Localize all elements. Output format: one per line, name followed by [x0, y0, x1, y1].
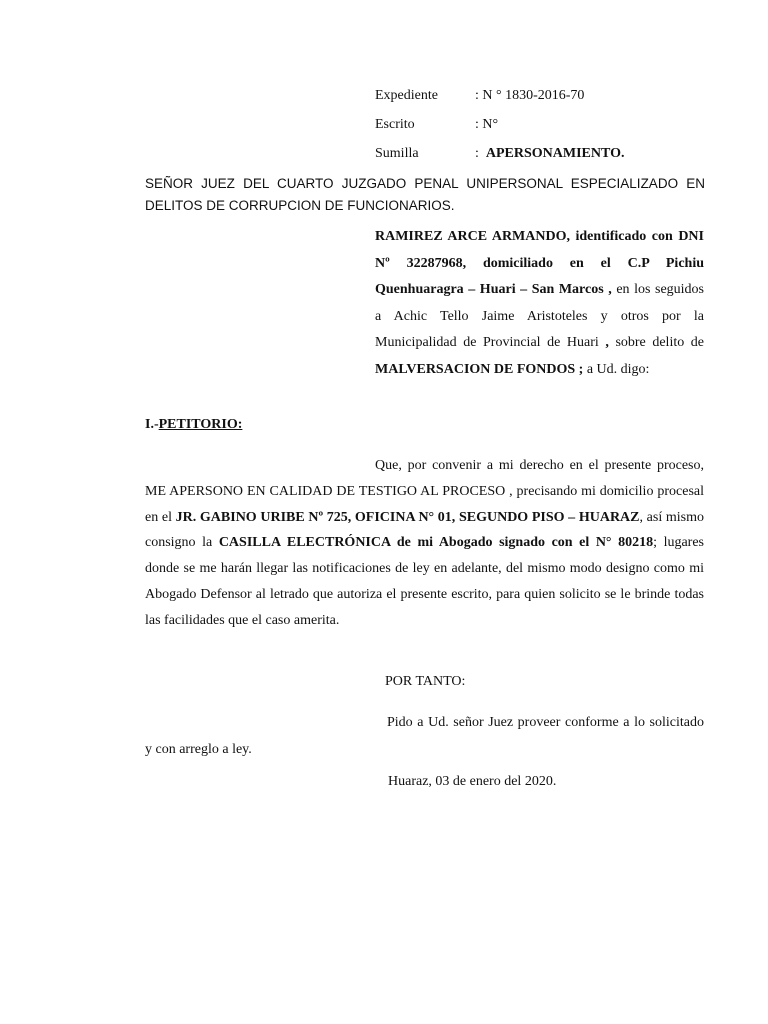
- expediente-line: [375, 87, 584, 105]
- expediente-value: : N ° 1830-2016-70: [475, 88, 585, 103]
- por-tanto: POR TANTO:: [385, 674, 466, 689]
- intro-seguidos: en los seguidos a Achic Tello Jaime Aristoteles y otros por la Municipalidad de Provincial de Huari: [375, 282, 704, 350]
- intro-digo: a Ud. digo:: [583, 361, 650, 377]
- section-heading: [145, 417, 242, 433]
- intro-comma: ,: [598, 335, 609, 350]
- sumilla-line: [375, 145, 624, 163]
- document-date: Huaraz, 03 de enero del 2020.: [388, 774, 557, 789]
- petitorio-text-1: Que, por convenir a mi derecho en el presente proceso, ME APERSONO EN CALIDAD DE TESTIGO AL PROCESO , precisando mi domicilio procesal en el: [145, 458, 704, 525]
- escrito-label: Escrito: [375, 117, 415, 132]
- intro-sobre: sobre delito de: [608, 335, 705, 350]
- intro-delito: MALVERSACION DE FONDOS ;: [375, 361, 584, 377]
- sumilla-value: APERSONAMIENTO.: [485, 146, 625, 161]
- sumilla-colon: :: [475, 146, 479, 161]
- section-prefix: I.-: [145, 417, 159, 432]
- petitorio-paragraph: [145, 453, 704, 634]
- pido-text: Pido a Ud. señor Juez proveer conforme a lo solicitado y con arreglo a ley.: [145, 715, 704, 757]
- petitorio-text-3: ; lugares donde se me harán llegar las notificaciones de ley en adelante, del mismo modo designo como mi Abogado Defensor al letrado que autoriza el presente escrito, para quien solicito se le brinde todas las facilidades que el caso amerita.: [145, 535, 705, 628]
- petitorio-text-2: , así mismo consigno la: [145, 509, 704, 551]
- intro-paragraph: [375, 224, 704, 383]
- escrito-line: [375, 116, 498, 134]
- petitorio-casilla: CASILLA ELECTRÓNICA de mi Abogado signado con el N° 80218: [218, 535, 654, 551]
- escrito-value: : N°: [475, 117, 499, 132]
- expediente-label: Expediente: [375, 88, 438, 103]
- pido-paragraph: [145, 709, 704, 763]
- section-title: PETITORIO:: [158, 417, 243, 432]
- addressee: SEÑOR JUEZ DEL CUARTO JUZGADO PENAL UNIPERSONAL ESPECIALIZADO EN DELITOS DE CORRUPCION DE FUNCIONARIOS.: [145, 176, 705, 213]
- sumilla-label: Sumilla: [375, 146, 419, 161]
- petitorio-domicilio: JR. GABINO URIBE Nº 725, OFICINA N° 01, SEGUNDO PISO – HUARAZ: [175, 509, 640, 525]
- intro-identification: RAMIREZ ARCE ARMANDO, identificado con DNI Nº 32287968, domiciliado en el C.P Pichiu Quenhuaragra – Huari – San Marcos ,: [375, 229, 704, 297]
